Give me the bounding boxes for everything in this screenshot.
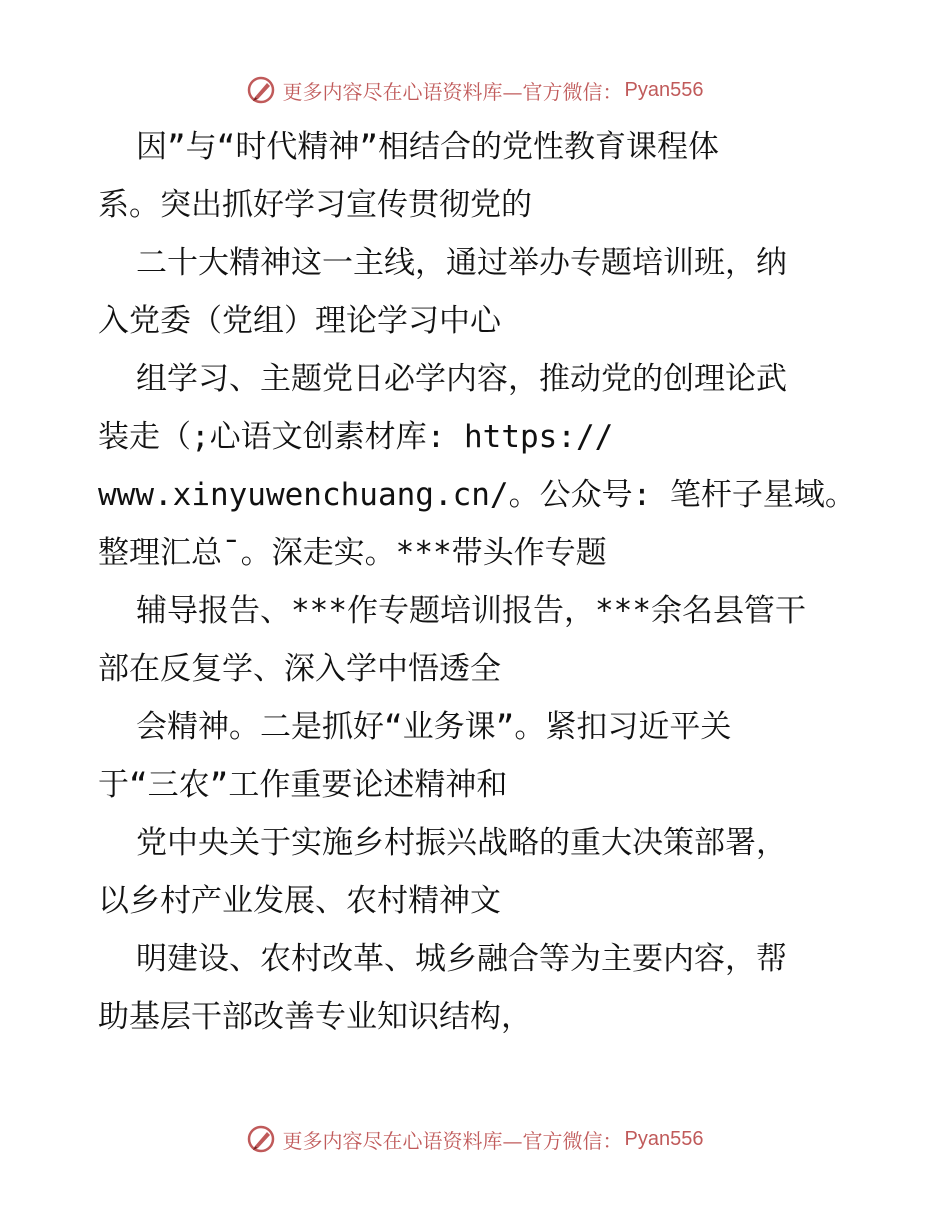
header-watermark [0,70,950,110]
text-line: 助基层干部改善专业知识结构， [98,999,532,1035]
text-line: 整理汇总¯。深走实。***带头作专题 [98,535,607,571]
pen-logo-icon [247,75,277,105]
pen-logo-icon [247,1124,277,1154]
watermark-wechat-id: Pyan556 [624,1127,704,1150]
text-line: 辅导报告、***作专题培训报告，***余名县管干 [136,593,806,629]
watermark-text: 更多内容尽在心语资料库—官方微信： [282,79,623,104]
text-line: www.xinyuwenchuang.cn/。公众号: 笔杆子星域。 [98,477,856,513]
footer-watermark [0,1119,950,1159]
text-line: 于“三农”工作重要论述精神和 [98,767,508,803]
text-line: 入党委（党组）理论学习中心 [98,303,501,339]
text-line: 明建设、农村改革、城乡融合等为主要内容，帮 [136,941,787,977]
text-line: 因”与“时代精神”相结合的党性教育课程体 [136,129,719,165]
text-line: 装走（;心语文创素材库: https:// [98,419,614,455]
text-line: 系。突出抓好学习宣传贯彻党的 [98,187,532,223]
text-line: 会精神。二是抓好“业务课”。紧扣习近平关 [136,709,732,745]
text-line: 党中央关于实施乡村振兴战略的重大决策部署， [136,825,787,861]
watermark-wechat-id: Pyan556 [624,78,704,101]
document-body [98,118,878,1046]
text-line: 部在反复学、深入学中悟透全 [98,651,501,687]
text-line: 以乡村产业发展、农村精神文 [98,883,501,919]
text-line: 组学习、主题党日必学内容，推动党的创理论武 [136,361,787,397]
text-line: 二十大精神这一主线，通过举办专题培训班，纳 [136,245,787,281]
watermark-text: 更多内容尽在心语资料库—官方微信： [282,1128,623,1153]
